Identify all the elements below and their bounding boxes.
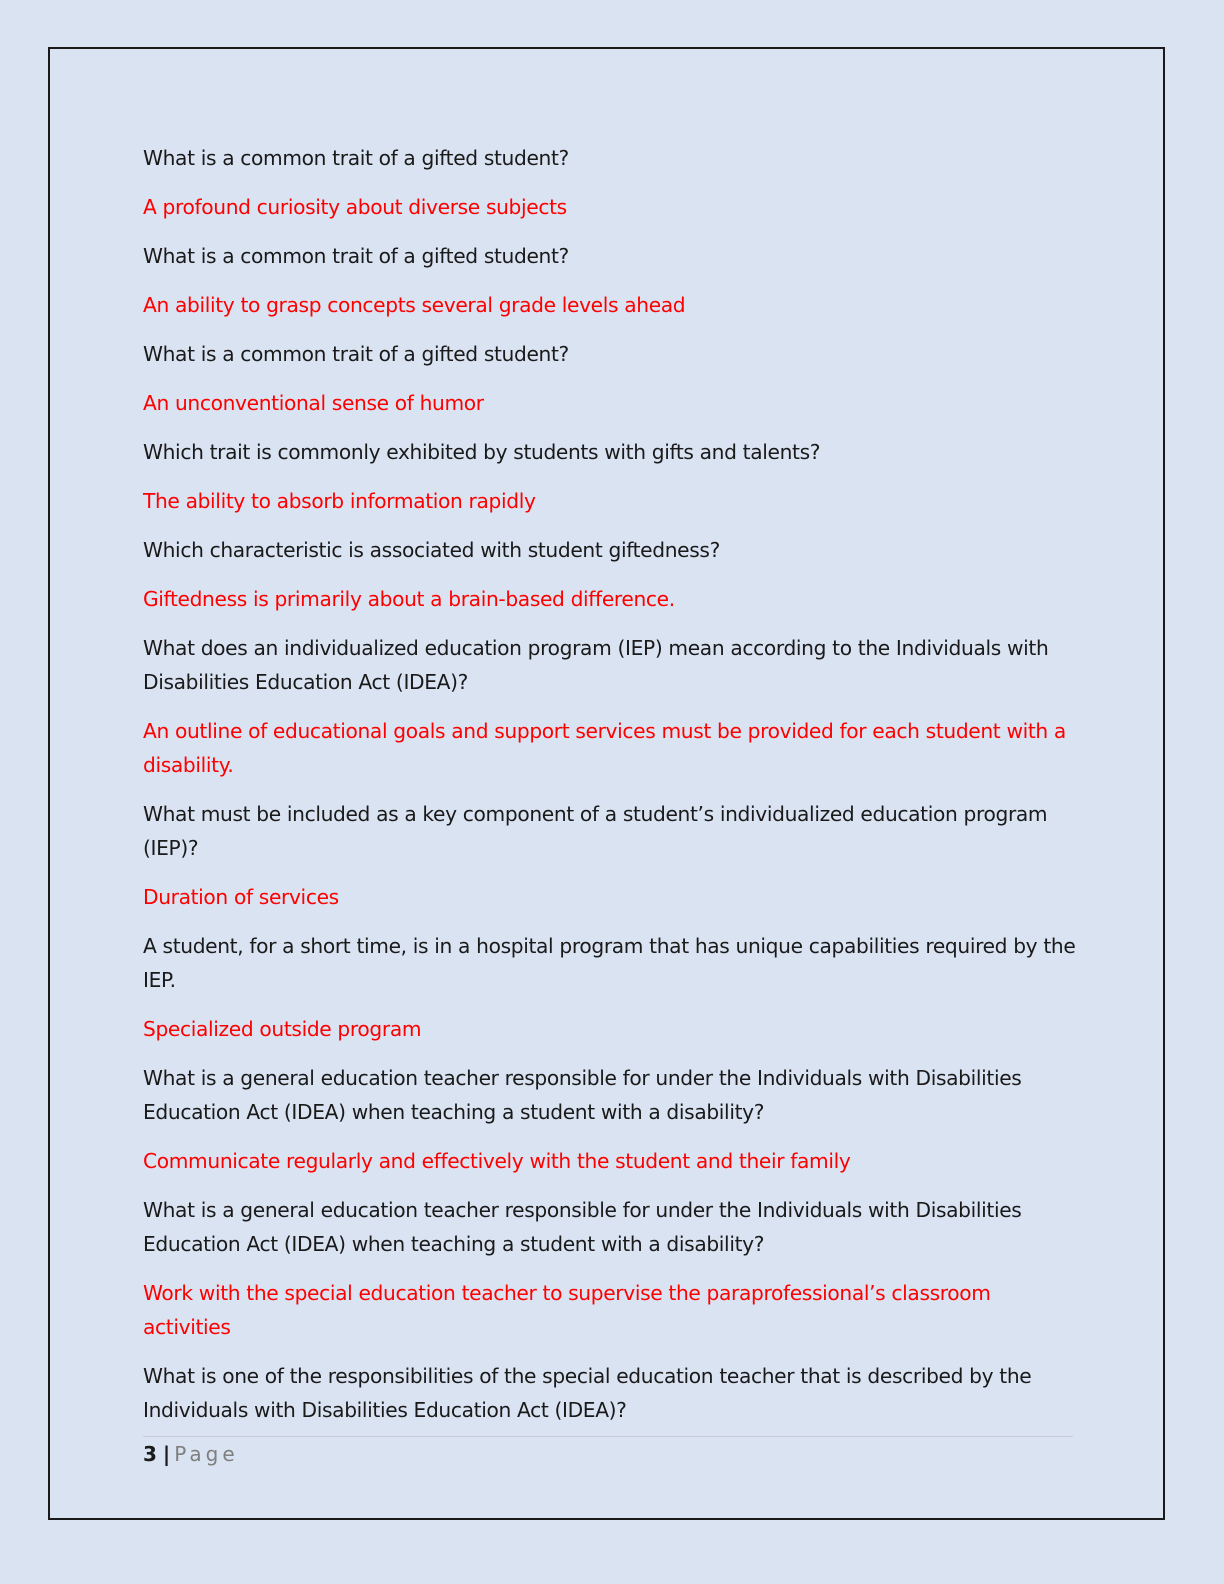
answer-paragraph: The ability to absorb information rapidly [143, 489, 536, 513]
question-paragraph: Which characteristic is associated with student giftedness? [143, 538, 720, 562]
answer-paragraph: Duration of services [143, 885, 339, 909]
page-label: Page [174, 1442, 239, 1466]
question-paragraph: Which trait is commonly exhibited by students with gifts and talents? [143, 440, 821, 464]
footer-separator: | [162, 1442, 171, 1466]
footer-divider [143, 1436, 1073, 1437]
question-paragraph: What does an individualized education program (IEP) mean according to the Individuals with Disabilities Education Act (IDEA)? [143, 636, 1049, 694]
answer-paragraph: An ability to grasp concepts several grade levels ahead [143, 293, 686, 317]
page-number: 3 [143, 1442, 157, 1466]
question-paragraph: What is a common trait of a gifted student? [143, 146, 569, 170]
question-paragraph: What is a general education teacher responsible for under the Individuals with Disabilities Education Act (IDEA) when teaching a student with a disability? [143, 1066, 1022, 1124]
page-footer [143, 1441, 239, 1467]
answer-paragraph: An outline of educational goals and support services must be provided for each student with a disability. [143, 719, 1066, 777]
answer-paragraph: A profound curiosity about diverse subjects [143, 195, 567, 219]
question-paragraph: What is one of the responsibilities of the special education teacher that is described by the Individuals with Disabilities Education Act (IDEA)? [143, 1364, 1032, 1422]
answer-paragraph: Communicate regularly and effectively with the student and their family [143, 1149, 851, 1173]
answer-paragraph: An unconventional sense of humor [143, 391, 484, 415]
question-paragraph: What is a common trait of a gifted student? [143, 244, 569, 268]
question-paragraph: What is a general education teacher responsible for under the Individuals with Disabilities Education Act (IDEA) when teaching a student with a disability? [143, 1198, 1022, 1256]
answer-paragraph: Work with the special education teacher to supervise the paraprofessional’s classroom activities [143, 1281, 991, 1339]
question-paragraph: What is a common trait of a gifted student? [143, 342, 569, 366]
answer-paragraph: Specialized outside program [143, 1017, 422, 1041]
answer-paragraph: Giftedness is primarily about a brain-based difference. [143, 587, 675, 611]
question-paragraph: What must be included as a key component of a student’s individualized education program (IEP)? [143, 802, 1048, 860]
question-paragraph: A student, for a short time, is in a hospital program that has unique capabilities required by the IEP. [143, 934, 1076, 992]
document-body [143, 141, 1078, 1442]
